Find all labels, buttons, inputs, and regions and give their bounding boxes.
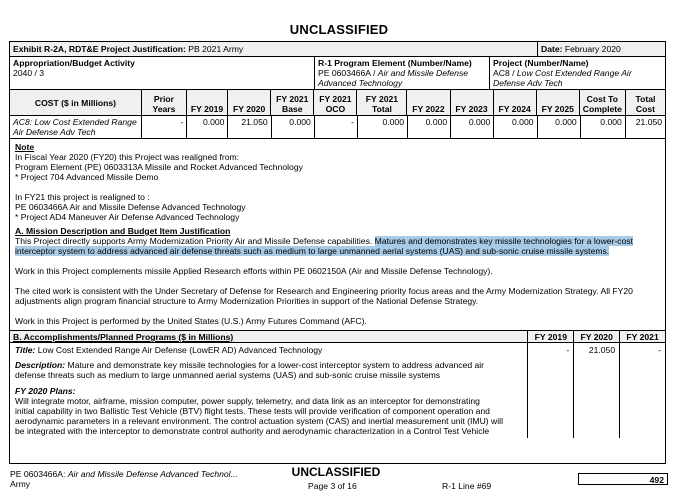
page-classification: UNCLASSIFIED: [289, 22, 389, 37]
note-line: In FY21 this project is realigned to :: [15, 192, 150, 202]
proj-number: AC8: [493, 68, 510, 78]
cell-fy2020: 21.050: [228, 116, 271, 138]
cell-cost-to-complete: 0.000: [581, 116, 626, 138]
pe-label: R-1 Program Element (Number/Name): [318, 58, 472, 68]
proj-label: Project (Number/Name): [493, 58, 589, 68]
exhibit-date: [538, 42, 665, 56]
table-row: [10, 116, 665, 139]
accomplishments-heading: B. Accomplishments/Planned Programs ($ in Millions): [10, 331, 528, 342]
page-footer: [10, 467, 670, 497]
footer-pe-number: PE 0603466A:: [10, 469, 66, 479]
cell-fy2021-total: 0.000: [358, 116, 408, 138]
cell-fy2022: 0.000: [408, 116, 451, 138]
cell-prior-years: -: [142, 116, 187, 138]
plans-text: Will integrate motor, airframe, mission computer, power supply, telemetry, and data link as an interceptor for demonstrating initial capability in two Ballistic Test Vehicle (BTV) flight tests. These tests will provide verification of component operation and aerodynamic parameters in a relevant environment. The control actuation system (CAS) and inertial measurement unit (IMU) will be integrated with the interceptor to demonstrate control authority and aerodynamic characterization in a Control Test Vehicle: [15, 396, 503, 436]
highlighted-text: interceptor system to address advanced air defense threats such as medium to large unmanned aerial systems (UAS) and sub-sonic cruise missile systems.: [15, 246, 610, 256]
accomplishments-header: [10, 330, 665, 343]
acc-col-fy2019: FY 2019: [528, 331, 574, 342]
note-line: In Fiscal Year 2020 (FY20) this Project was realigned from:: [15, 152, 240, 162]
item-title: Low Cost Extended Range Air Defense (LowER AD) Advanced Technology: [37, 345, 323, 355]
mission-text: adjustments align program financial structure to Army Modernization Priorities in support of the National Defense Strategy.: [15, 296, 479, 306]
accomplishment-text: [10, 343, 528, 438]
cell-fy2024: 0.000: [494, 116, 537, 138]
cell-fy2025: 0.000: [538, 116, 581, 138]
description-label: Description:: [15, 360, 66, 370]
exhibit-title: [10, 42, 538, 56]
note-heading: Note: [15, 142, 35, 152]
col-header-fy2023: FY 2023: [451, 90, 494, 115]
col-header-fy2022: FY 2022: [407, 90, 450, 115]
mission-paragraph-4: Work in this Project is performed by the United States (U.S.) Army Futures Command (AFC).: [15, 316, 367, 326]
title-label: Title:: [15, 345, 36, 355]
acc-col-fy2020: FY 2020: [574, 331, 620, 342]
footer-classification: UNCLASSIFIED: [291, 465, 381, 479]
cell-fy2023: 0.000: [451, 116, 494, 138]
col-header-prior-years: Prior Years: [142, 90, 187, 115]
exhibit-frame: [9, 41, 666, 464]
footer-page: Page 3 of 16: [308, 481, 357, 491]
exhibit-header-row: [10, 42, 665, 57]
col-header-cost-to-complete: Cost To Complete: [580, 90, 626, 115]
accomplishment-item: [10, 343, 665, 438]
col-header-fy2020: FY 2020: [228, 90, 271, 115]
col-header-fy2021-base: FY 2021 Base: [271, 90, 314, 115]
project-cell: [490, 57, 665, 89]
col-header-fy2019: FY 2019: [187, 90, 228, 115]
highlighted-text: Matures and demonstrates key missile technologies for a lower-cost: [374, 236, 634, 246]
cost-table-header: [10, 90, 665, 116]
footer-org: Army: [10, 479, 31, 489]
col-header-fy2025: FY 2025: [537, 90, 580, 115]
note-line: * Project AD4 Maneuver Air Defense Advanced Technology: [15, 212, 240, 222]
program-element-cell: [315, 57, 490, 89]
acc-value-fy2021: -: [658, 345, 661, 355]
note-line: * Project 704 Advanced Missile Demo: [15, 172, 159, 182]
date-value: February 2020: [564, 44, 621, 54]
note-line: PE 0603466A Air and Missile Defense Advanced Technology: [15, 202, 246, 212]
mission-heading: A. Mission Description and Budget Item Justification: [15, 226, 231, 236]
acc-col-fy2021: FY 2021: [626, 332, 659, 342]
acc-value-fy2019: -: [528, 343, 574, 438]
mission-text: This Project directly supports Army Modernization Priority Air and Missile Defense capabilities.: [15, 236, 373, 246]
col-header-fy2024: FY 2024: [494, 90, 537, 115]
plans-label: FY 2020 Plans:: [15, 386, 76, 396]
footer-page-number: 492: [578, 473, 668, 485]
col-header-total-cost: Total Cost: [635, 94, 656, 114]
mission-paragraph-1: [15, 236, 660, 256]
mission-paragraph-2: Work in this Project complements missile Applied Research efforts within PE 0602150A (Air and Missile Defense Technology).: [15, 266, 493, 276]
exhibit-label: Exhibit R-2A, RDT&E Project Justification:: [13, 44, 186, 54]
proj-name: Low Cost Extended Range Air Defense Adv Tech: [493, 68, 632, 88]
cell-fy2021-oco: -: [315, 116, 358, 138]
footer-r1-line: R-1 Line #69: [442, 481, 492, 491]
mission-paragraph-3: [15, 286, 660, 306]
footer-pe-name: Air and Missile Defense Advanced Technol...: [67, 469, 238, 479]
date-label: Date:: [541, 44, 563, 54]
cell-fy2021-base: 0.000: [272, 116, 315, 138]
exhibit-value: PB 2021 Army: [188, 44, 244, 54]
col-header-fy2021-oco: FY 2021 OCO: [314, 90, 357, 115]
proj-value: AC8 / Low Cost Extended Range Air Defense Adv Tech: [493, 68, 632, 88]
justification-body: [10, 139, 665, 330]
col-header-cost: COST ($ in Millions): [10, 90, 142, 115]
appropriation-cell: [10, 57, 315, 89]
note-line: Program Element (PE) 0603313A Missile and Rocket Advanced Technology: [15, 162, 303, 172]
identification-row: [10, 57, 665, 90]
col-header-fy2021-total: FY 2021 Total: [357, 90, 407, 115]
row-label: AC8: Low Cost Extended Range Air Defense Adv Tech: [10, 116, 142, 138]
pe-number: PE 0603466A: [318, 68, 371, 78]
approp-label: Appropriation/Budget Activity: [13, 58, 135, 68]
acc-value-fy2020: 21.050: [574, 343, 620, 438]
mission-text: The cited work is consistent with the Under Secretary of Defense for Research and Engineering priority focus areas and the Army Modernization Strategy. All FY20: [15, 286, 633, 296]
cell-total-cost: 21.050: [635, 117, 663, 127]
cell-fy2019: 0.000: [187, 116, 228, 138]
pe-value: PE 0603466A / Air and Missile Defense Advanced Technology: [318, 68, 469, 88]
description-text: defense threats such as medium to large unmanned aerial systems (UAS) and sub-sonic cruise missile systems: [15, 370, 441, 380]
approp-value: 2040 / 3: [13, 68, 45, 78]
pe-name: Air and Missile Defense Advanced Technology: [318, 68, 469, 88]
description-text: Mature and demonstrate key missile technologies for a lower-cost interceptor system to address advanced air: [67, 360, 485, 370]
